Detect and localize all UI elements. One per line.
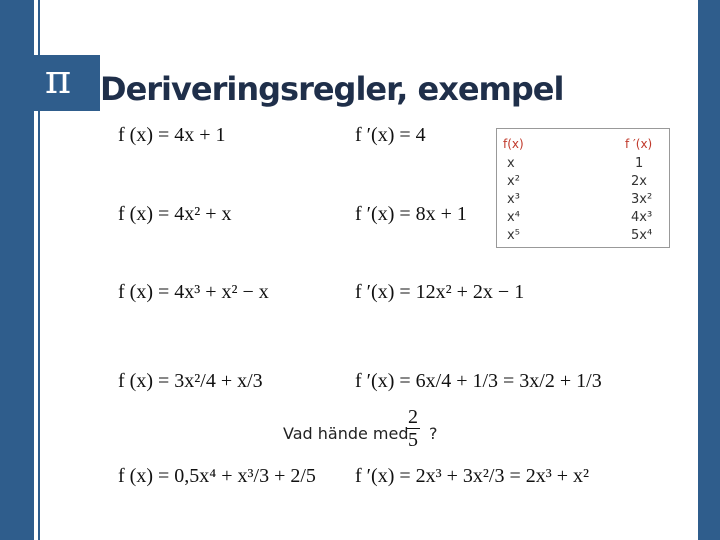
table-cell-f: x³ [507, 192, 520, 207]
table-cell-fp: 1 [635, 156, 644, 171]
question-fraction [403, 406, 423, 451]
eq-fp-5-text: f ′(x) = 2x³ + 3x²/3 = 2x³ + x² [355, 465, 590, 487]
question-fraction-denominator: 5 [408, 429, 418, 451]
table-cell-fp: 3x² [631, 192, 653, 207]
question-fraction-numerator: 2 [408, 406, 418, 428]
eq-f-3 [118, 281, 269, 304]
eq-f-5 [118, 465, 316, 488]
table-cell-f: x² [507, 174, 520, 189]
eq-fp-4 [355, 370, 602, 393]
eq-f-4-text: f (x) = 3x²/4 + x/3 [118, 370, 263, 392]
eq-f-1-text: f (x) = 4x + 1 [118, 124, 226, 146]
eq-fp-2-text: f ′(x) = 8x + 1 [355, 203, 467, 225]
table-cell-f: x⁵ [507, 228, 520, 243]
derivative-table [496, 128, 670, 248]
table-cell-fp: 4x³ [631, 210, 653, 225]
eq-fp-2 [355, 203, 467, 226]
eq-f-1 [118, 124, 226, 147]
table-header-fp: f ′(x) [625, 137, 653, 151]
table-cell-fp: 5x⁴ [631, 228, 653, 243]
question-text: Vad hände med [283, 424, 409, 443]
eq-fp-3 [355, 281, 524, 304]
eq-fp-4-text: f ′(x) = 6x/4 + 1/3 = 3x/2 + 1/3 [355, 370, 602, 392]
eq-f-3-text: f (x) = 4x³ + x² − x [118, 281, 269, 303]
eq-fp-1 [355, 124, 426, 147]
table-cell-f: x [507, 156, 515, 171]
eq-f-2 [118, 203, 232, 226]
eq-fp-5 [355, 465, 589, 488]
left-accent-bar [0, 0, 34, 540]
pi-icon: π [44, 57, 72, 103]
question-mark: ? [429, 424, 438, 443]
eq-fp-1-text: f ′(x) = 4 [355, 124, 426, 146]
eq-f-2-text: f (x) = 4x² + x [118, 203, 232, 225]
table-header-f: f(x) [503, 137, 524, 151]
eq-f-4 [118, 370, 263, 393]
eq-fp-3-text: f ′(x) = 12x² + 2x − 1 [355, 281, 525, 303]
table-cell-f: x⁴ [507, 210, 520, 225]
table-cell-fp: 2x [631, 174, 647, 189]
slide-title: Deriveringsregler, exempel [100, 70, 564, 108]
right-accent-bar [698, 0, 720, 540]
eq-f-5-text: f (x) = 0,5x⁴ + x³/3 + 2/5 [118, 465, 316, 487]
